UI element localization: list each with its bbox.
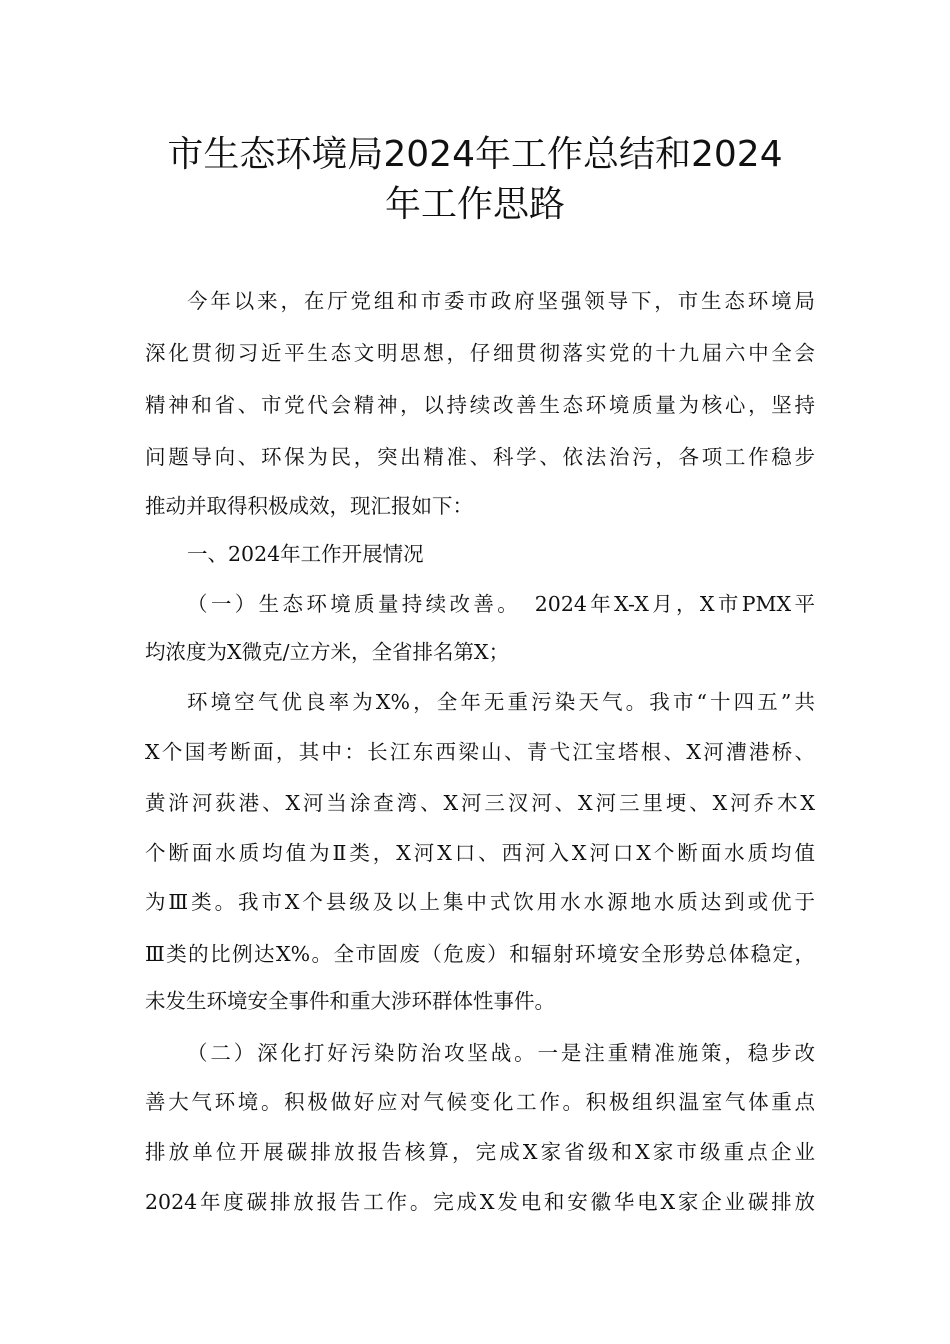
paragraph-line: 今年以来，在厅党组和市委市政府坚强领导下，市生态环境局 — [187, 289, 815, 313]
paragraph-line: （二）深化打好污染防治攻坚战。一是注重精准施策，稳步改 — [187, 1041, 815, 1065]
paragraph-line: 深化贯彻习近平生态文明思想，仔细贯彻落实党的十九届六中全会 — [145, 341, 815, 365]
paragraph-line: 精神和省、市党代会精神，以持续改善生态环境质量为核心，坚持 — [145, 393, 815, 417]
paragraph-line: 黄浒河荻港、X河当涂查湾、X河三汊河、X河三里埂、X河乔木X — [145, 791, 815, 815]
paragraph-line: 均浓度为X微克/立方米，全省排名第X； — [145, 640, 510, 664]
document-title-line-2: 年工作思路 — [384, 184, 565, 225]
paragraph-line: 善大气环境。积极做好应对气候变化工作。积极组织温室气体重点 — [145, 1090, 815, 1114]
paragraph-line: 问题导向、环保为民，突出精准、科学、依法治污，各项工作稳步 — [145, 445, 815, 469]
paragraph-line: 个断面水质均值为Ⅱ类，X河X口、西河入X河口X个断面水质均值 — [145, 841, 815, 865]
paragraph-line: （一）生态环境质量持续改善。 2024年X-X月，X市PMX平 — [187, 592, 815, 616]
paragraph-line: Ⅲ类的比例达X%。全市固废（危废）和辐射环境安全形势总体稳定， — [145, 942, 815, 966]
paragraph-line: 排放单位开展碳排放报告核算，完成X家省级和X家市级重点企业 — [145, 1140, 815, 1164]
paragraph-line: 推动并取得积极成效，现汇报如下： — [145, 494, 473, 518]
section-heading: 一、2024年工作开展情况 — [187, 542, 424, 566]
paragraph-line: 为Ⅲ类。我市X个县级及以上集中式饮用水水源地水质达到或优于 — [145, 890, 815, 914]
paragraph-line: 未发生环境安全事件和重大涉环群体性事件。 — [145, 989, 555, 1013]
paragraph-line: 环境空气优良率为X%，全年无重污染天气。我市“十四五”共 — [187, 690, 815, 714]
document-title-line-1: 市生态环境局2024年工作总结和2024 — [167, 134, 783, 175]
paragraph-line: X个国考断面，其中：长江东西梁山、青弋江宝塔根、X河漕港桥、 — [145, 740, 815, 764]
paragraph-line: 2024年度碳排放报告工作。完成X发电和安徽华电X家企业碳排放 — [145, 1190, 815, 1214]
